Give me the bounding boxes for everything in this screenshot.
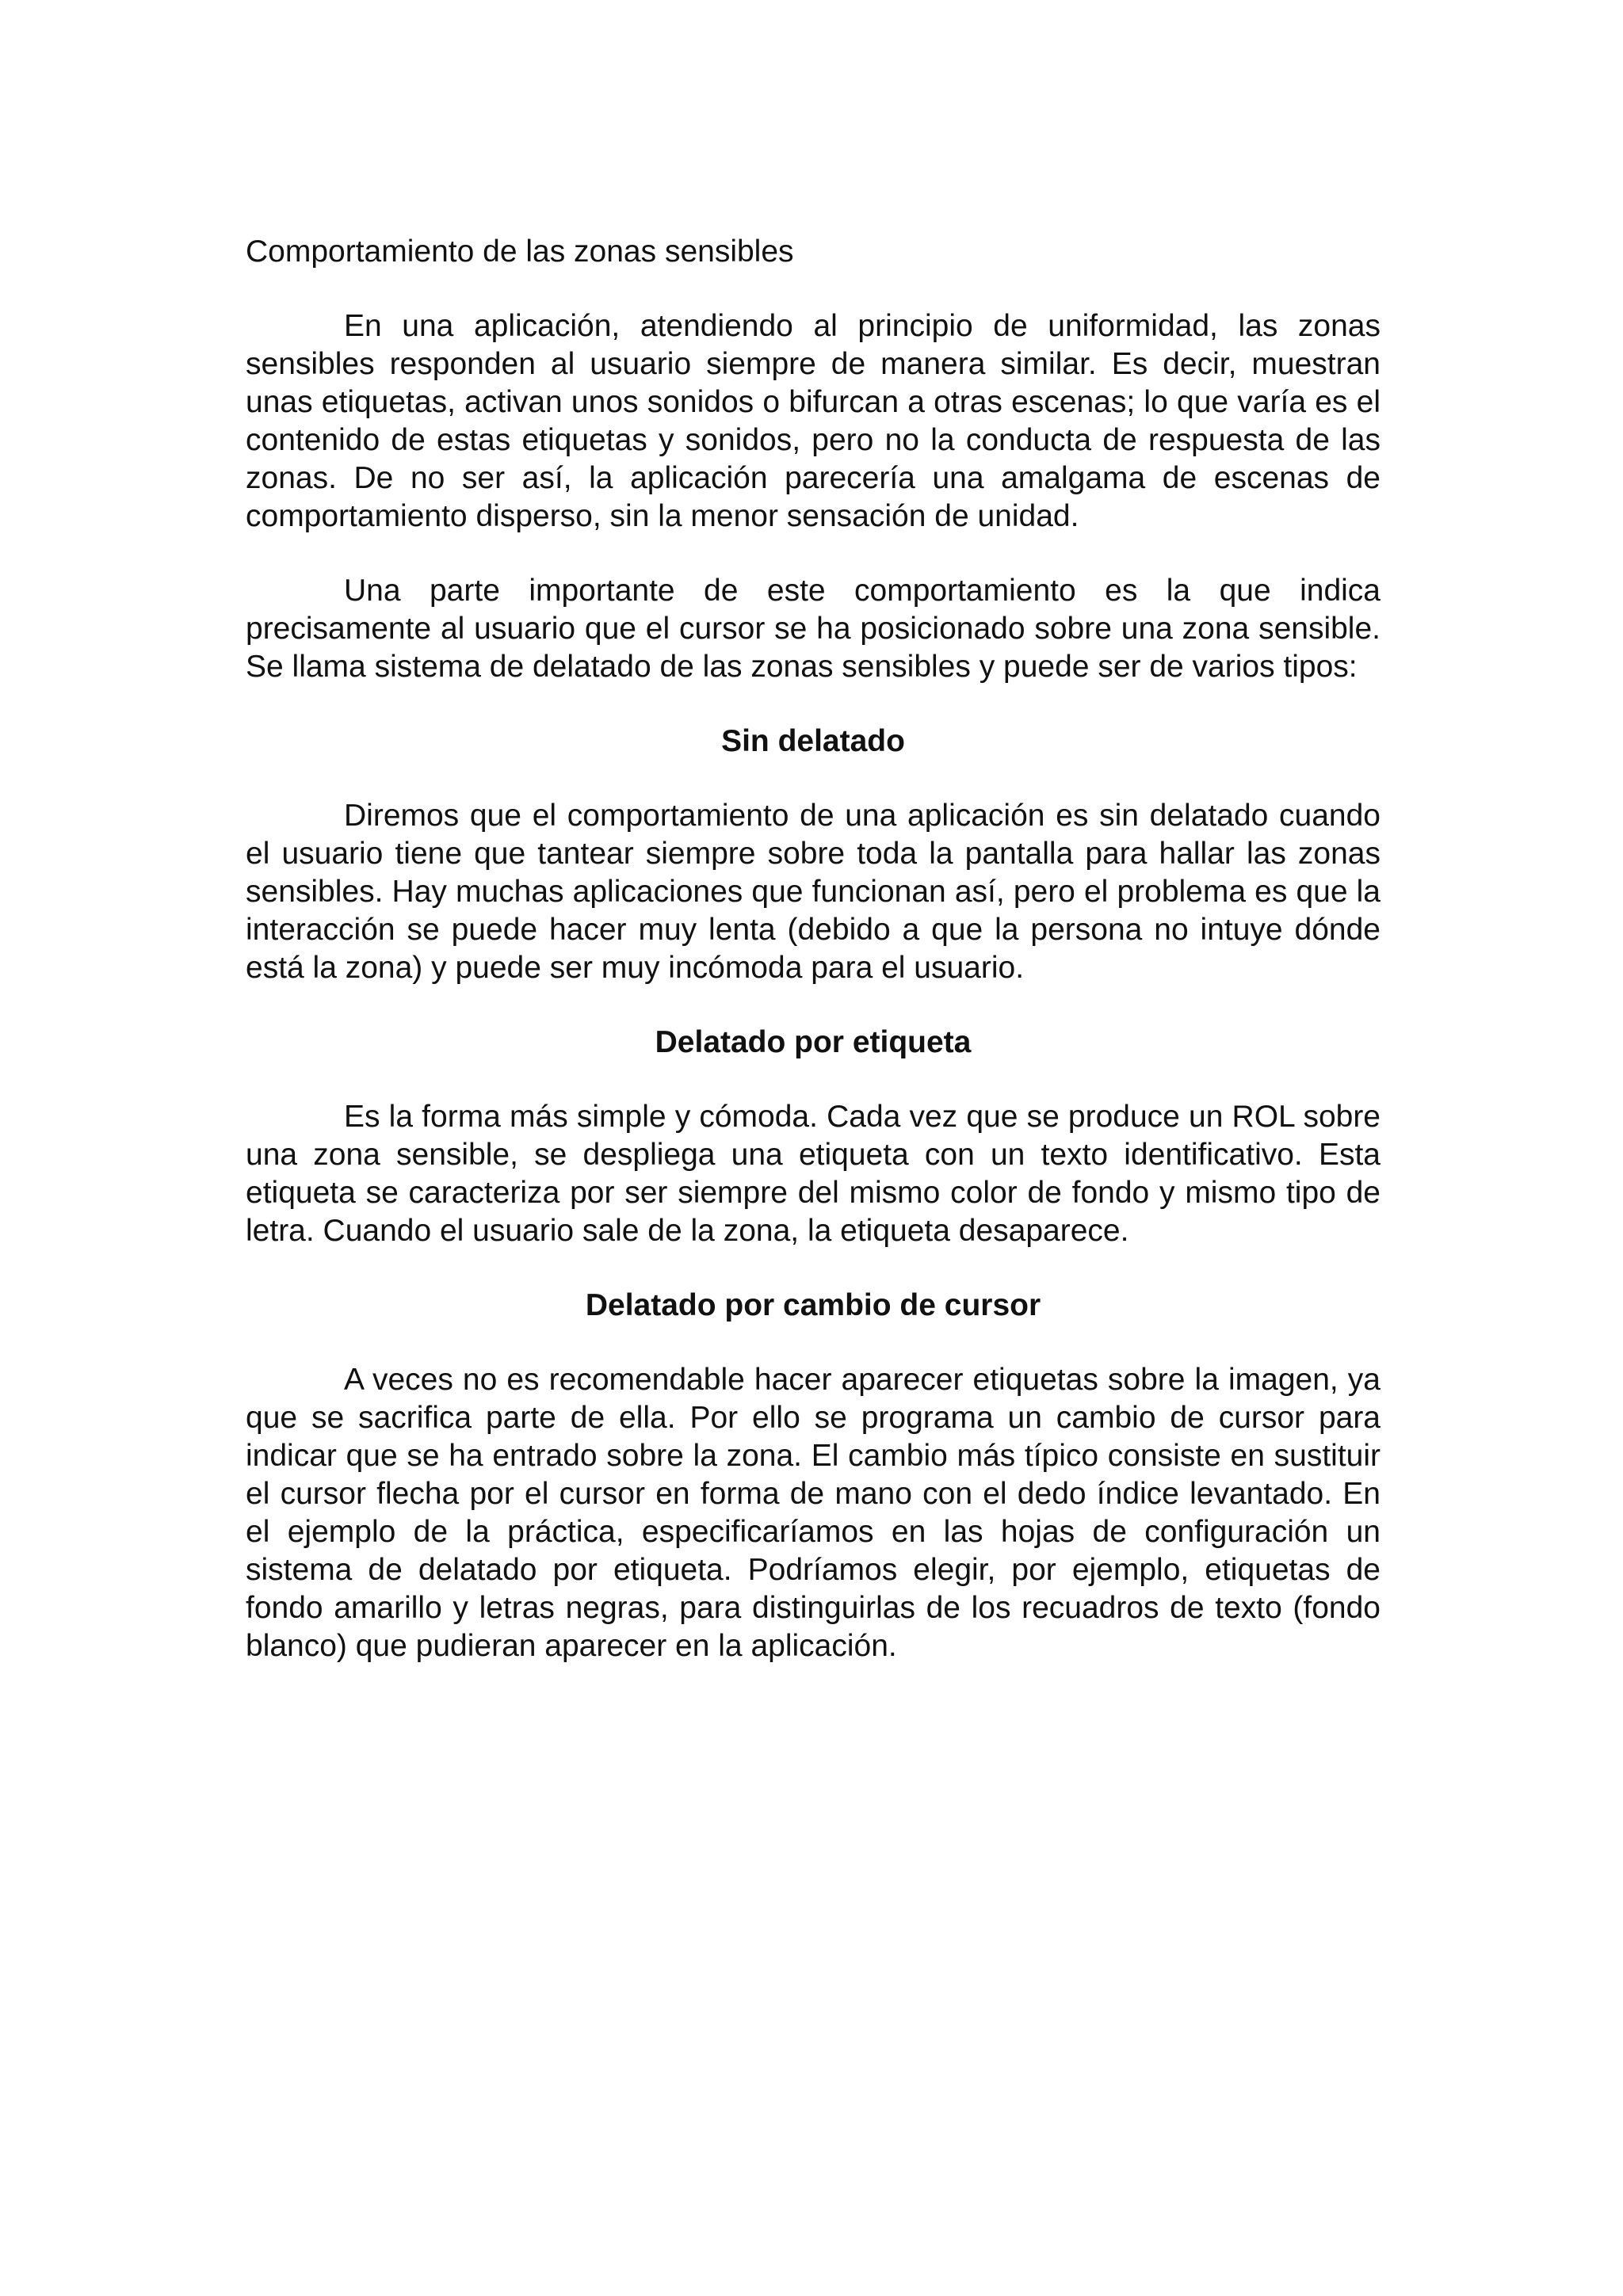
intro-paragraph-1: En una aplicación, atendiendo al principio de uniformidad, las zonas sensibles responden al usuario siempre de manera similar. Es decir, muestran unas etiquetas, activan unos sonidos o bifurcan a otras escenas; lo que varía es el contenido de estas etiquetas y sonidos, pero no la conducta de respuesta de las zonas. De no ser así, la aplicación parecería una amalgama de escenas de comportamiento disperso, sin la menor sensación de unidad. — [246, 309, 1381, 533]
section-heading-delatado-por-etiqueta: Delatado por etiqueta — [655, 1025, 972, 1059]
section-heading-delatado-por-cambio-de-cursor: Delatado por cambio de cursor — [585, 1288, 1041, 1322]
document-page — [246, 233, 1381, 1702]
document-title: Comportamiento de las zonas sensibles — [246, 235, 794, 269]
section-heading-sin-delatado: Sin delatado — [721, 724, 905, 758]
section-paragraph-delatado-por-cambio-de-cursor: A veces no es recomendable hacer aparecer etiquetas sobre la imagen, ya que se sacrifica parte de ella. Por ello se programa un cambio de cursor para indicar que se ha entrado sobre la zona. El cambio más típico consiste en sustituir el cursor flecha por el cursor en forma de mano con el dedo índice levantado. En el ejemplo de la práctica, especificaríamos en las hojas de configuración un sistema de delatado por etiqueta. Podríamos elegir, por ejemplo, etiquetas de fondo amarillo y letras negras, para distinguirlas de los recuadros de texto (fondo blanco) que pudieran aparecer en la aplicación. — [246, 1363, 1381, 1663]
intro-paragraph-2: Una parte importante de este comportamiento es la que indica precisamente al usuario que el cursor se ha posicionado sobre una zona sensible. Se llama sistema de delatado de las zonas sensibles y puede ser de varios tipos: — [246, 574, 1381, 684]
section-paragraph-sin-delatado: Diremos que el comportamiento de una aplicación es sin delatado cuando el usuario tiene que tantear siempre sobre toda la pantalla para hallar las zonas sensibles. Hay muchas aplicaciones que funcionan así, pero el problema es que la interacción se puede hacer muy lenta (debido a que la persona no intuye dónde está la zona) y puede ser muy incómoda para el usuario. — [246, 799, 1381, 985]
section-paragraph-delatado-por-etiqueta: Es la forma más simple y cómoda. Cada vez que se produce un ROL sobre una zona sensible, se despliega una etiqueta con un texto identificativo. Esta etiqueta se caracteriza por ser siempre del mismo color de fondo y mismo tipo de letra. Cuando el usuario sale de la zona, la etiqueta desaparece. — [246, 1100, 1381, 1248]
